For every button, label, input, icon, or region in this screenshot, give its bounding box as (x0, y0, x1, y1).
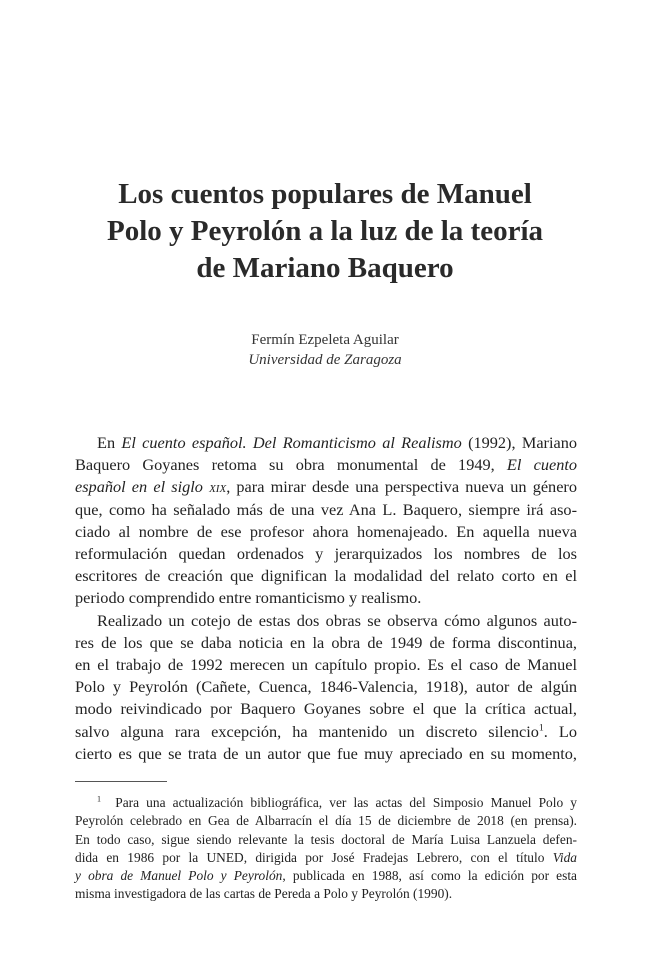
book-title: El cuento español. Del Romanticismo al Realismo (121, 433, 462, 452)
text-run: dida en 1986 por la UNED, dirigida por José Fradejas Lebrero, con el título (75, 849, 553, 865)
text-line (75, 432, 577, 454)
footnote-line (75, 867, 577, 885)
text-line: ciado al nombre de ese profesor ahora homenajeado. En aquella nueva (75, 521, 577, 541)
footnote-line (75, 794, 577, 812)
text-line: cierto es que se trata de un autor que fue muy apreciado en su momento, (75, 743, 577, 763)
text-line: en el trabajo de 1992 merecen un capítulo propio. Es el caso de Manuel (75, 655, 577, 675)
text-line (75, 721, 577, 743)
text-run: , publicada en 1988, así como la edición por esta (282, 868, 577, 884)
footnote-reference[interactable]: 1 (538, 722, 544, 734)
text-run: En (97, 433, 122, 452)
text-line: que, como ha señalado más de una vez Ana L. Baquero, siempre irá aso- (75, 499, 577, 519)
text-run: . Lo (543, 721, 577, 741)
text-line: Polo y Peyrolón (Cañete, Cuenca, 1846-Valencia, 1918), autor de algún (75, 677, 577, 697)
footnote-line: Peyrolón celebrado en Gea de Albarracín el día 15 de diciembre de 2018 (en prensa). (75, 813, 577, 829)
footnote-separator (75, 781, 167, 782)
footnote-line: misma investigadora de las cartas de Pereda a Polo y Peyrolón (1990). (75, 886, 453, 902)
text-line: escritores de creación que dignifican la modalidad del relato corto en el (75, 566, 577, 586)
text-line: res de los que se daba noticia en la obra de 1949 de forma discontinua, (75, 632, 577, 652)
body-text (75, 432, 577, 765)
author-affiliation: Universidad de Zaragoza (248, 352, 402, 368)
text-line: Realizado un cotejo de estas dos obras se observa cómo algunos auto- (97, 610, 577, 630)
book-title: español en el siglo (75, 477, 210, 497)
title-line: Polo y Peyrolón a la luz de la teoría (106, 215, 544, 247)
book-title: El cuento (506, 455, 578, 475)
footnote-line: En todo caso, sigue siendo relevante la tesis doctoral de María Luisa Lanzuela defen- (75, 831, 577, 847)
text-line: periodo comprendido entre romanticismo y realismo. (75, 588, 422, 608)
title-line: Los cuentos populares de Manuel (118, 178, 532, 210)
author-name: Fermín Ezpeleta Aguilar (251, 332, 399, 348)
book-title-century: xix (209, 477, 227, 497)
book-title: Vida (552, 849, 577, 865)
text-line (75, 454, 577, 476)
footnote-marker: 1 (97, 794, 102, 804)
text-run: Para una actualización bibliográfica, ver las actas del Simposio Manuel Polo y (115, 795, 577, 810)
article-title (0, 176, 650, 287)
title-line: de Mariano Baquero (196, 252, 454, 284)
text-line: reformulación quedan ordenados y jerarquizados los nombres de los (75, 544, 577, 564)
text-line (75, 476, 577, 498)
footnote (75, 794, 577, 904)
text-run: Baquero Goyanes retoma su obra monumental de 1949, (75, 455, 507, 475)
text-run: , para mirar desde una perspectiva nueva un género (226, 477, 577, 497)
footnote-line (75, 849, 577, 867)
text-run: salvo alguna rara excepción, ha mantenido un discreto silencio (75, 721, 539, 741)
book-title: y obra de Manuel Polo y Peyrolón (75, 868, 283, 884)
text-line: modo reivindicado por Baquero Goyanes sobre el que la crítica actual, (75, 699, 577, 719)
text-run: (1992), Mariano (461, 433, 578, 452)
